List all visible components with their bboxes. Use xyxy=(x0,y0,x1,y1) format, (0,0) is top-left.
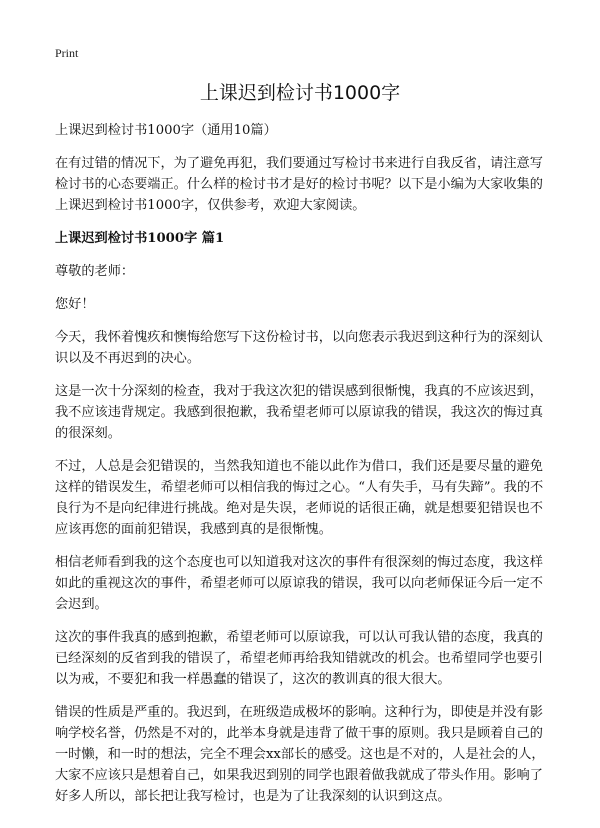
salutation: 尊敬的老师： xyxy=(55,264,135,279)
intro-paragraph: 在有过错的情况下，为了避免再犯，我们要通过写检讨书来进行自我反省，请注意写检讨书的心态要端正。什么样的检讨书才是好的检讨书呢？以下是小编为大家收集的上课迟到检讨书1000字，仅供参考，欢迎大家阅读。 xyxy=(55,156,543,213)
body-paragraph: 这次的事件我真的感到抱歉，希望老师可以原谅我，可以认可我认错的态度，我真的已经深刻的反省到我的错误了，希望老师再给我知错就改的机会。也希望同学也要引以为戒，不要犯和我一样愚蠢的错误了，这次的教训真的很大很大。 xyxy=(55,630,543,687)
body-paragraph: 今天，我怀着愧疚和懊悔给您写下这份检讨书，以向您表示我迟到这种行为的深刻认识以及不再迟到的决心。 xyxy=(55,330,543,366)
body-paragraph: 相信老师看到我的这个态度也可以知道我对这次的事件有很深刻的悔过态度，我这样如此的重视这次的事件，希望老师可以原谅我的错误，我可以向老师保证今后一定不会迟到。 xyxy=(55,555,543,612)
body-paragraph: 错误的性质是严重的。我迟到，在班级造成极坏的影响。这种行为，即使是并没有影响学校名誉，仍然是不对的，此举本身就是违背了做干事的原则。我只是顾着自己的一时懒，和一时的想法，完全不理会xx部长的感受。这也是不对的，人是社会的人，大家不应该只是想着自己，如果我迟到别的同学也跟着做我就成了带头作用。影响了好多人所以，部长把让我写检讨，也是为了让我深刻的认识到这点。 xyxy=(55,705,545,804)
print-link[interactable]: Print xyxy=(55,46,79,60)
document-body xyxy=(55,120,549,819)
document-subtitle: 上课迟到检讨书1000字（通用10篇） xyxy=(55,123,277,138)
section-heading: 上课迟到检讨书1000字 篇1 xyxy=(55,231,225,246)
body-paragraph: 这是一次十分深刻的检查，我对于我这次犯的错误感到很惭愧，我真的不应该迟到，我不应该违背规定。我感到很抱歉，我希望老师可以原谅我的错误，我这次的悔过真的很深刻。 xyxy=(55,384,543,441)
body-paragraph: 不过，人总是会犯错误的，当然我知道也不能以此作为借口，我们还是要尽量的避免这样的错误发生，希望老师可以相信我的悔过之心。“人有失手，马有失蹄”。我的不良行为不是向纪律进行挑战。绝对是失误，老师说的话很正确，就是想要犯错误也不应该再您的面前犯错误，我感到真的是很惭愧。 xyxy=(55,459,544,537)
greeting: 您好！ xyxy=(55,297,95,312)
page-title: 上课迟到检讨书1000字 xyxy=(199,82,401,104)
